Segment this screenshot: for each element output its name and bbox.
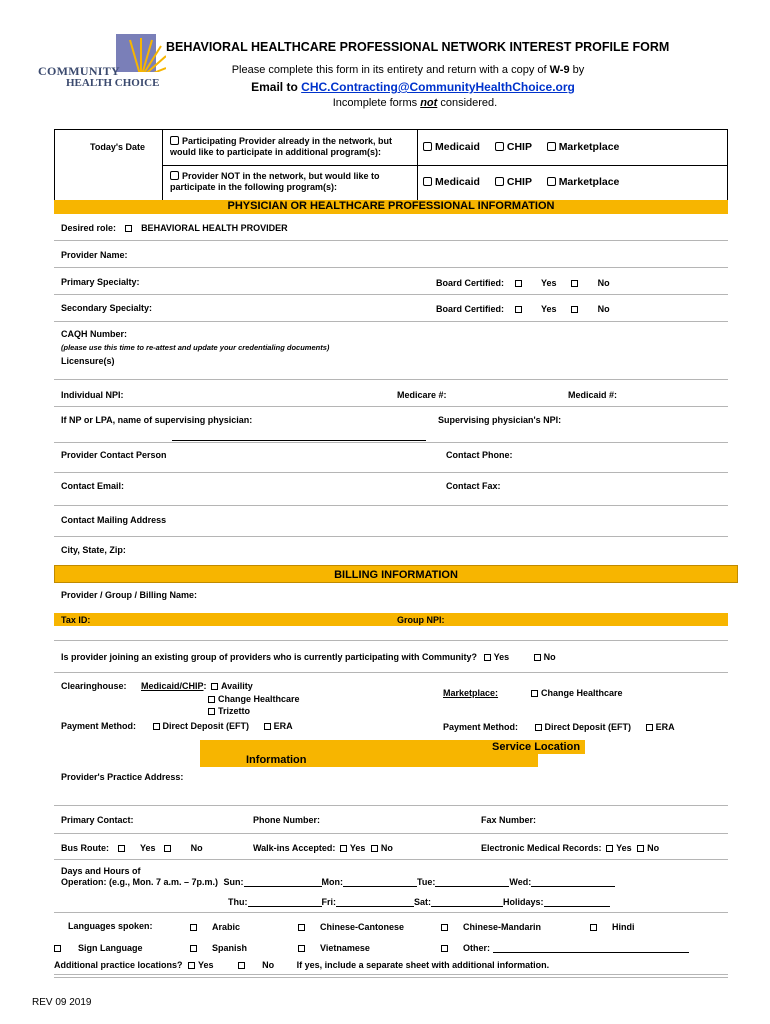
- checkbox-availity[interactable]: [211, 683, 218, 690]
- email-line: [0, 80, 770, 94]
- sun-hours-field[interactable]: [244, 877, 322, 887]
- checkbox-board-no-1[interactable]: [571, 280, 578, 287]
- physician-info-heading: PHYSICIAN OR HEALTHCARE PROFESSIONAL INFORMATION: [227, 200, 555, 212]
- program-option-2[interactable]: Provider NOT in the network, but would like to participate in the following program(s):: [170, 171, 380, 192]
- lang-vietnamese: Vietnamese: [298, 943, 370, 953]
- checkbox-behavioral-health[interactable]: [125, 225, 132, 232]
- checkbox-spanish[interactable]: [190, 945, 197, 952]
- payment-method-medicaid: Payment Method: Direct Deposit (EFT) ERA: [61, 721, 293, 731]
- revision-label: REV 09 2019: [32, 997, 92, 1008]
- tue-hours-field[interactable]: [435, 877, 509, 887]
- operation-row-2: Thu: Fri: Sat: Holidays:: [228, 897, 610, 907]
- medicare-label: Medicare #:: [397, 390, 447, 400]
- checkbox-bus-no[interactable]: [164, 845, 171, 852]
- todays-date-label: Today's Date: [90, 142, 145, 152]
- checkbox-vietnamese[interactable]: [298, 945, 305, 952]
- primary-contact-label: Primary Contact:: [61, 815, 134, 825]
- provider-name-label: Provider Name:: [61, 250, 128, 260]
- additional-locations-row: Additional practice locations? Yes No If yes, include a separate sheet with additional information.: [54, 960, 550, 970]
- incomplete-text: Incomplete forms: [332, 97, 418, 109]
- service-location-heading: Service Location: [492, 741, 581, 753]
- contact-person-label: Provider Contact Person: [61, 450, 167, 460]
- lang-spanish: Spanish: [190, 943, 247, 953]
- checkbox-board-yes-2[interactable]: [515, 306, 522, 313]
- supervising-npi-label: Supervising physician's NPI:: [438, 415, 562, 425]
- checkbox-chinese-cantonese[interactable]: [298, 924, 305, 931]
- emr-row: Electronic Medical Records: Yes No: [481, 843, 660, 853]
- not-text: not: [420, 97, 438, 109]
- contact-email-label: Contact Email:: [61, 481, 125, 491]
- bus-route-row: Bus Route: Yes No: [61, 843, 203, 853]
- fax-number-label: Fax Number:: [481, 815, 537, 825]
- checkbox-chinese-mandarin[interactable]: [441, 924, 448, 931]
- checkbox-era-2[interactable]: [646, 724, 653, 731]
- physician-info-bar: [54, 200, 728, 214]
- service-location-heading-2: Information: [246, 754, 307, 766]
- checkbox-additional-yes[interactable]: [188, 962, 195, 969]
- instructions-text: Please complete this form in its entirety and return with a copy of: [231, 64, 547, 76]
- checkbox-walkins-no[interactable]: [371, 845, 378, 852]
- logo-line2: HEALTH CHOICE: [66, 77, 160, 89]
- sat-hours-field[interactable]: [431, 897, 503, 907]
- row2-programs: Medicaid CHIP Marketplace: [423, 176, 619, 188]
- thu-hours-field[interactable]: [248, 897, 322, 907]
- clearinghouse-label: Clearinghouse:: [61, 681, 127, 691]
- checkbox-chip-1[interactable]: [495, 142, 504, 151]
- checkbox-bus-yes[interactable]: [118, 845, 125, 852]
- checkbox-marketplace-1[interactable]: [547, 142, 556, 151]
- checkbox-additional-no[interactable]: [238, 962, 245, 969]
- walkins-row: Walk-ins Accepted: Yes No: [253, 843, 393, 853]
- checkbox-other[interactable]: [441, 945, 448, 952]
- incomplete-line: [0, 97, 770, 109]
- checkbox-board-no-2[interactable]: [571, 306, 578, 313]
- phone-number-label: Phone Number:: [253, 815, 321, 825]
- caqh-label: CAQH Number:: [61, 329, 128, 339]
- tax-id-row: [54, 613, 728, 626]
- fri-hours-field[interactable]: [336, 897, 414, 907]
- checkbox-hindi[interactable]: [590, 924, 597, 931]
- lang-arabic: Arabic: [190, 922, 240, 932]
- row1-programs: Medicaid CHIP Marketplace: [423, 141, 619, 153]
- checkbox-trizetto[interactable]: [208, 708, 215, 715]
- tax-id-label: Tax ID:: [61, 615, 91, 625]
- lang-other: Other:: [441, 943, 689, 953]
- change-healthcare-medicaid: Change Healthcare: [208, 694, 300, 704]
- checkbox-joining-yes[interactable]: [484, 654, 491, 661]
- checkbox-emr-yes[interactable]: [606, 845, 613, 852]
- checkbox-change-healthcare-1[interactable]: [208, 696, 215, 703]
- trizetto-option: Trizetto: [208, 706, 250, 716]
- other-language-field[interactable]: [493, 943, 689, 953]
- practice-address-label: Provider's Practice Address:: [61, 772, 184, 782]
- email-link[interactable]: CHC.Contracting@CommunityHealthChoice.org: [301, 80, 575, 94]
- considered-text: considered.: [440, 97, 498, 109]
- change-healthcare-marketplace: Change Healthcare: [531, 688, 623, 698]
- lang-sign-language: Sign Language: [54, 943, 143, 953]
- checkbox-arabic[interactable]: [190, 924, 197, 931]
- licensure-label: Licensure(s): [61, 356, 115, 366]
- checkbox-sign-language[interactable]: [54, 945, 61, 952]
- checkbox-change-healthcare-2[interactable]: [531, 690, 538, 697]
- checkbox-era-1[interactable]: [264, 723, 271, 730]
- checkbox-existing-provider[interactable]: [170, 136, 179, 145]
- checkbox-emr-no[interactable]: [637, 845, 644, 852]
- caqh-note: (please use this time to re-attest and update your credentialing documents): [61, 343, 330, 352]
- checkbox-marketplace-2[interactable]: [547, 177, 556, 186]
- checkbox-eft-1[interactable]: [153, 723, 160, 730]
- holidays-hours-field[interactable]: [544, 897, 610, 907]
- board-certified-row-1: Board Certified: Yes No: [436, 278, 610, 288]
- mon-hours-field[interactable]: [343, 877, 417, 887]
- group-npi-label: Group NPI:: [397, 615, 445, 625]
- email-label: Email to: [251, 80, 298, 94]
- np-lpa-label: If NP or LPA, name of supervising physician:: [61, 415, 253, 425]
- primary-specialty-label: Primary Specialty:: [61, 277, 140, 287]
- billing-name-label: Provider / Group / Billing Name:: [61, 590, 198, 600]
- checkbox-chip-2[interactable]: [495, 177, 504, 186]
- languages-label: Languages spoken:: [68, 921, 153, 931]
- medicaid-chip-label: Medicaid/CHIP: Availity: [141, 681, 253, 691]
- medicaid-number-label: Medicaid #:: [568, 390, 618, 400]
- checkbox-new-provider[interactable]: [170, 171, 179, 180]
- checkbox-board-yes-1[interactable]: [515, 280, 522, 287]
- logo-line1: COMMUNITY: [38, 64, 121, 78]
- individual-npi-label: Individual NPI:: [61, 390, 124, 400]
- payment-method-marketplace: Payment Method: Direct Deposit (EFT) ERA: [443, 722, 675, 732]
- checkbox-eft-2[interactable]: [535, 724, 542, 731]
- city-state-zip-label: City, State, Zip:: [61, 545, 126, 555]
- mailing-address-label: Contact Mailing Address: [61, 515, 167, 525]
- billing-info-heading: BILLING INFORMATION: [334, 569, 458, 581]
- days-hours-label: Days and Hours of: [61, 866, 141, 876]
- lang-chinese-mandarin: Chinese-Mandarin: [441, 922, 541, 932]
- contact-fax-label: Contact Fax:: [446, 481, 501, 491]
- billing-info-bar: [54, 565, 738, 583]
- lang-hindi: Hindi: [590, 922, 635, 932]
- marketplace-label: Marketplace:: [443, 688, 499, 698]
- contact-phone-label: Contact Phone:: [446, 450, 513, 460]
- program-option-1[interactable]: Participating Provider already in the network, but would like to participate in additional program(s):: [170, 136, 393, 157]
- checkbox-medicaid-1[interactable]: [423, 142, 432, 151]
- board-certified-row-2: Board Certified: Yes No: [436, 304, 610, 314]
- instructions-by: by: [572, 64, 585, 76]
- operation-row-1: Operation: (e.g., Mon. 7 a.m. – 7p.m.) Sun: Mon: Tue: Wed:: [61, 877, 615, 887]
- joining-group-question: Is provider joining an existing group of providers who is currently participating with Community? Yes No: [61, 652, 556, 662]
- checkbox-medicaid-2[interactable]: [423, 177, 432, 186]
- wed-hours-field[interactable]: [531, 877, 615, 887]
- checkbox-walkins-yes[interactable]: [340, 845, 347, 852]
- lang-chinese-cantonese: Chinese-Cantonese: [298, 922, 404, 932]
- instructions-line: [0, 64, 770, 76]
- secondary-specialty-label: Secondary Specialty:: [61, 303, 153, 313]
- page-title: BEHAVIORAL HEALTHCARE PROFESSIONAL NETWORK INTEREST PROFILE FORM: [166, 40, 670, 54]
- w9-text: W-9: [549, 64, 570, 76]
- desired-role: Desired role: BEHAVIORAL HEALTH PROVIDER: [61, 223, 288, 233]
- checkbox-joining-no[interactable]: [534, 654, 541, 661]
